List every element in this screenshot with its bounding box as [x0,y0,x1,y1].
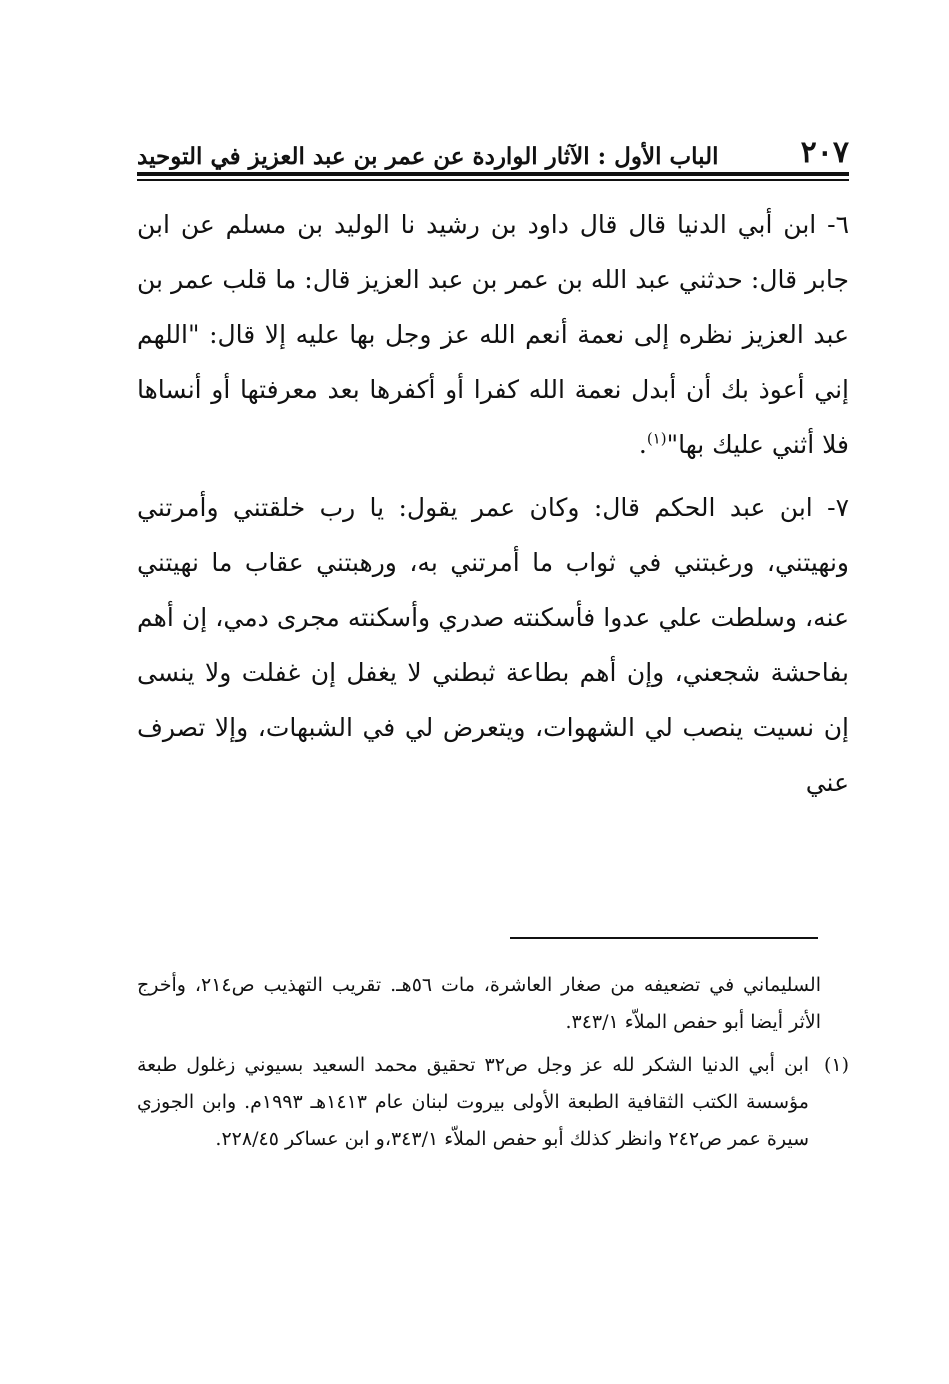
paragraph-6 [137,197,849,472]
running-title: الباب الأول : الآثار الواردة عن عمر بن عبد العزيز في التوحيد [137,143,719,170]
footnote-separator [510,937,818,939]
paragraph-text: ٦- ابن أبي الدنيا قال قال داود بن رشيد نا الوليد بن مسلم عن ابن جابر قال: حدثني عبد الله بن عمر بن عبد العزيز قال: ما قلب عمر بن عبد العزيز نظره إلى نعمة أنعم الله عز وجل بها عليه إلا قال: "اللهم إني أعوذ بك أن أبدل نعمة الله كفرا أو أكفرها بعد معرفتها أو أنساها فلا أثني عليك بها" [137,210,849,459]
header-rule-thick [137,172,849,176]
footnote-reference: (١) [646,429,667,448]
footnote-marker: (١) [823,1054,849,1076]
footnote-continuation: السليماني في تضعيفه من صغار العاشرة، مات ٥٦هـ. تقريب التهذيب ص٢١٤، وأخرج الأثر أيضا أبو حفص الملاّء ٣٤٣/١. [137,974,821,1033]
main-text [137,197,849,810]
page-header [137,130,849,170]
footnotes [137,967,849,1158]
paragraph-7 [137,480,849,810]
page-number: ٢٠٧ [800,135,849,170]
footnote-text: ابن أبي الدنيا الشكر لله عز وجل ص٣٢ تحقيق محمد السعيد بسيوني زغلول طبعة مؤسسة الكتب الثقافية الطبعة الأولى بيروت لبنان عام ١٤١٣هـ ١٩٩٣م. وابن الجوزي سيرة عمر ص٢٤٢ وانظر كذلك أبو حفص الملاّء ٣٤٣/١،و ابن عساكر ٢٢٨/٤٥. [137,1054,810,1150]
header-rule-thin [137,179,849,181]
paragraph-text: ٧- ابن عبد الحكم قال: وكان عمر يقول: يا رب خلقتني وأمرتني ونهيتني، ورغبتني في ثواب ما أمرتني به، ورهبتني عقاب ما نهيتني عنه، وسلطت علي عدوا فأسكنته صدري وأسكنته مجرى دمي، إن أهم بفاحشة شجعني، وإن أهم بطاعة ثبطني لا يغفل إن غفلت ولا ينسى إن نسيت ينصب لي الشهوات، ويتعرض لي في الشبهات، وإلا تصرف عني [137,493,849,797]
paragraph-end: . [638,430,647,459]
footnote-1 [137,1047,849,1158]
